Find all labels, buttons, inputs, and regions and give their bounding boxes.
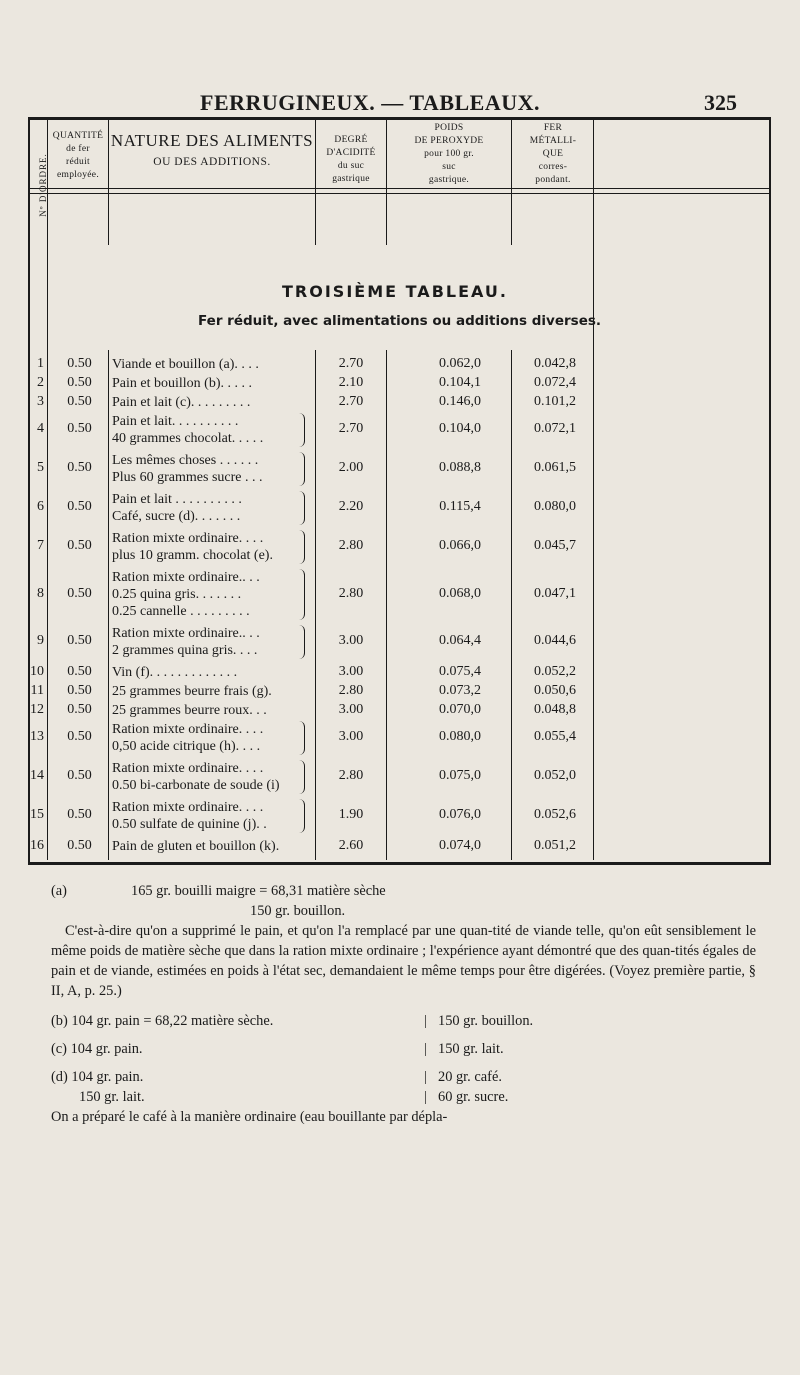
row-nature [112, 356, 259, 373]
row-iron: 0.051,2 [534, 837, 576, 853]
row-iron: 0.044,6 [534, 633, 576, 648]
row-number: 4 [37, 421, 44, 436]
row-quantity: 0.50 [67, 768, 92, 783]
row-acidity: 2.70 [338, 421, 364, 436]
row-number: 9 [37, 633, 44, 648]
nature-line: Ration mixte ordinaire. . . . [112, 800, 264, 815]
col-line-4 [386, 120, 387, 245]
row-nature [112, 625, 260, 659]
nature-line: Les mêmes choses . . . . . . [112, 453, 259, 468]
running-title: FERRUGINEUX. — TABLEAUX. [200, 90, 541, 115]
nature-line: Ration mixte ordinaire. . . . [112, 722, 264, 737]
row-peroxide-weight: 0.066,0 [439, 538, 481, 553]
row-peroxide-weight: 0.076,0 [439, 807, 481, 822]
row-nature [112, 394, 250, 411]
note-d-right-2: 60 gr. sucre. [438, 1089, 509, 1105]
brace-mark [299, 625, 305, 659]
row-iron: 0.052,2 [534, 663, 576, 679]
footnotes [51, 881, 756, 1127]
row-acidity: 2.20 [338, 499, 364, 514]
row-nature [112, 569, 260, 620]
brace-mark [299, 413, 305, 447]
row-iron: 0.072,4 [534, 374, 576, 390]
row-peroxide-weight: 0.088,8 [439, 460, 481, 475]
row-nature [112, 664, 237, 681]
nature-line: Ration mixte ordinaire. . . . [112, 531, 264, 546]
row-number: 10 [30, 663, 44, 679]
note-a-key: (a) [51, 883, 67, 899]
table-row [30, 664, 769, 683]
col-line-2 [108, 120, 109, 245]
row-nature [112, 683, 272, 700]
row-acidity: 2.70 [338, 393, 364, 409]
nature-line: 40 grammes chocolat. . . . . [112, 431, 264, 446]
row-peroxide-weight: 0.068,0 [439, 585, 481, 601]
nature-line: Ration mixte ordinaire. . . . [112, 761, 264, 776]
brace-mark [299, 760, 305, 794]
row-quantity: 0.50 [67, 837, 92, 853]
row-peroxide-weight: 0.104,0 [439, 421, 481, 436]
nature-line: Viande et bouillon (a). . . . [112, 357, 259, 372]
row-peroxide-weight: 0.070,0 [439, 701, 481, 717]
row-acidity: 1.90 [338, 807, 364, 822]
row-peroxide-weight: 0.064,4 [439, 633, 481, 648]
nature-line: Plus 60 grammes sucre . . . [112, 470, 263, 485]
row-peroxide-weight: 0.074,0 [439, 837, 481, 853]
nature-line: Ration mixte ordinaire.. . . [112, 626, 260, 641]
row-acidity: 2.80 [338, 538, 364, 553]
row-number: 12 [30, 701, 44, 717]
row-quantity: 0.50 [67, 663, 92, 679]
row-quantity: 0.50 [67, 682, 92, 698]
col-line-3 [315, 120, 316, 245]
row-iron: 0.047,1 [534, 585, 576, 601]
row-number: 2 [37, 374, 44, 390]
row-iron: 0.042,8 [534, 355, 576, 371]
row-quantity: 0.50 [67, 538, 92, 553]
row-iron: 0.045,7 [534, 538, 576, 553]
row-acidity: 2.80 [338, 585, 364, 601]
row-iron: 0.055,4 [534, 729, 576, 744]
nature-line: Pain et lait . . . . . . . . . . [112, 492, 242, 507]
row-peroxide-weight: 0.080,0 [439, 729, 481, 744]
header-nature: NATURE DES ALIMENTS OU DES ADDITIONS. [110, 131, 314, 168]
row-peroxide-weight: 0.115,4 [439, 499, 481, 514]
row-quantity: 0.50 [67, 460, 92, 475]
brace-mark [299, 799, 305, 833]
nature-line: Pain et lait (c). . . . . . . . . [112, 395, 251, 410]
table-row [30, 452, 769, 491]
row-quantity: 0.50 [67, 585, 92, 601]
row-number: 8 [37, 585, 44, 601]
note-d-left-2: 150 gr. lait. [79, 1089, 145, 1105]
row-iron: 0.048,8 [534, 701, 576, 717]
section-subtitle: Fer réduit, avec alimentations ou additions diverses. [197, 313, 602, 329]
page-number: 325 [704, 90, 737, 115]
row-number: 14 [30, 768, 44, 783]
row-iron: 0.101,2 [534, 393, 576, 409]
header-ordre: Nº D'ORDRE. [38, 153, 48, 217]
data-table [28, 117, 771, 865]
row-peroxide-weight: 0.062,0 [439, 355, 481, 371]
nature-line: Vin (f). . . . . . . . . . . . . [112, 665, 238, 680]
note-b-right: 150 gr. bouillon. [438, 1013, 534, 1029]
section-title: TROISIÈME TABLEAU. [282, 282, 508, 301]
row-peroxide-weight: 0.075,0 [439, 768, 481, 783]
note-c-left: (c) 104 gr. pain. [51, 1041, 143, 1057]
row-quantity: 0.50 [67, 807, 92, 822]
brace-mark [299, 721, 305, 755]
row-iron: 0.052,0 [534, 768, 576, 783]
row-acidity: 2.70 [338, 355, 364, 371]
row-quantity: 0.50 [67, 701, 92, 717]
row-acidity: 2.60 [338, 837, 364, 853]
row-iron: 0.061,5 [534, 460, 576, 475]
note-d-left-1: (d) 104 gr. pain. [51, 1069, 144, 1085]
row-acidity: 3.00 [338, 729, 364, 744]
table-row [30, 702, 769, 721]
row-nature [112, 838, 279, 855]
row-number: 13 [30, 729, 44, 744]
note-d-right-1: 20 gr. café. [438, 1069, 502, 1085]
nature-line: 0.50 sulfate de quinine (j). . [112, 817, 267, 832]
row-number: 1 [37, 355, 44, 371]
row-nature [112, 530, 273, 564]
note-c-right: 150 gr. lait. [438, 1041, 504, 1057]
row-acidity: 2.00 [338, 460, 364, 475]
header-quantite: QUANTITÉ de fer réduit employée. [52, 131, 104, 180]
table-row [30, 394, 769, 413]
nature-line: 0.50 bi-carbonate de soude (i) [112, 778, 280, 793]
row-quantity: 0.50 [67, 393, 92, 409]
note-a [51, 881, 756, 901]
row-nature [112, 760, 280, 794]
row-nature [112, 375, 252, 392]
table-row [30, 625, 769, 664]
note-d-1: (d) 104 gr. pain. | 20 gr. café. [51, 1069, 502, 1085]
header-acidite: DEGRÉ D'ACIDITÉ du suc gastrique [326, 135, 376, 184]
nature-line: Café, sucre (d). . . . . . . [112, 509, 241, 524]
row-acidity: 2.80 [338, 768, 364, 783]
brace-mark [299, 530, 305, 564]
header-fer: FER MÉTALLI- QUE corres- pondant. [529, 123, 577, 185]
row-quantity: 0.50 [67, 421, 92, 436]
note-d-2: 150 gr. lait. | 60 gr. sucre. [51, 1087, 756, 1107]
row-acidity: 3.00 [338, 633, 364, 648]
row-acidity: 3.00 [338, 701, 364, 717]
row-iron: 0.050,6 [534, 682, 576, 698]
note-b-left: (b) 104 gr. pain = 68,22 matière sèche. [51, 1013, 274, 1029]
table-row [30, 413, 769, 452]
header-divider [30, 188, 769, 189]
nature-line: 0.25 quina gris. . . . . . . [112, 587, 242, 602]
row-nature [112, 491, 242, 525]
brace-mark [299, 452, 305, 486]
table-row [30, 356, 769, 375]
row-number: 11 [30, 682, 44, 698]
row-iron: 0.080,0 [534, 499, 576, 514]
row-iron: 0.072,1 [534, 421, 576, 436]
table-row [30, 721, 769, 760]
table-row [30, 569, 769, 625]
table-row [30, 799, 769, 838]
row-acidity: 2.80 [338, 682, 364, 698]
row-quantity: 0.50 [67, 374, 92, 390]
row-number: 5 [37, 460, 44, 475]
nature-line: 25 grammes beurre frais (g). [112, 684, 272, 699]
nature-line: 0.25 cannelle . . . . . . . . . [112, 604, 250, 619]
row-quantity: 0.50 [67, 633, 92, 648]
nature-line: 2 grammes quina gris. . . . [112, 643, 258, 658]
nature-line: Pain et bouillon (b). . . . . [112, 376, 252, 391]
nature-line: Pain de gluten et bouillon (k). [112, 839, 280, 854]
nature-line: 25 grammes beurre roux. . . [112, 703, 267, 718]
nature-line: 0,50 acide citrique (h). . . . [112, 739, 261, 754]
table-row [30, 491, 769, 530]
row-peroxide-weight: 0.075,4 [439, 663, 481, 679]
note-c: (c) 104 gr. pain. | 150 gr. lait. [51, 1041, 504, 1057]
row-nature [112, 702, 267, 719]
note-a-paragraph: C'est-à-dire qu'on a supprimé le pain, et qu'on l'a remplacé par une quan-tité de viande telle, qu'on eût sensiblement le même poids de matière sèche que dans la ration mixte ordinaire ; l'expérience ayant démontré que des quan-tités égales de pain et de viande, estimées en poids à l'état sec, demandaient le même temps pour être digérées. (Voyez première partie, § II, A, p. 25.) [51, 923, 756, 999]
table-row [30, 683, 769, 702]
brace-mark [299, 491, 305, 525]
row-iron: 0.052,6 [534, 807, 576, 822]
row-nature [112, 799, 267, 833]
row-nature [112, 452, 262, 486]
nature-line: Ration mixte ordinaire.. . . [112, 570, 260, 585]
note-d-last-line: On a préparé le café à la manière ordinaire (eau bouillante par dépla- [51, 1109, 448, 1125]
brace-mark [299, 569, 305, 620]
row-quantity: 0.50 [67, 355, 92, 371]
note-b: (b) 104 gr. pain = 68,22 matière sèche. | 150 gr. bouillon. [51, 1013, 534, 1029]
row-number: 3 [37, 393, 44, 409]
header-divider-2 [30, 193, 769, 194]
table-row [30, 530, 769, 569]
row-number: 16 [30, 837, 44, 853]
row-peroxide-weight: 0.104,1 [439, 374, 481, 390]
row-peroxide-weight: 0.146,0 [439, 393, 481, 409]
header-poids: POIDS DE PEROXYDE pour 100 gr. suc gastrique. [414, 123, 484, 185]
row-acidity: 3.00 [338, 663, 364, 679]
row-number: 7 [37, 538, 44, 553]
table-row [30, 375, 769, 394]
row-number: 6 [37, 499, 44, 514]
note-a-line2: 150 gr. bouillon. [250, 903, 346, 919]
row-peroxide-weight: 0.073,2 [439, 682, 481, 698]
row-number: 15 [30, 807, 44, 822]
row-acidity: 2.10 [338, 374, 364, 390]
row-quantity: 0.50 [67, 499, 92, 514]
row-quantity: 0.50 [67, 729, 92, 744]
nature-line: Pain et lait. . . . . . . . . . [112, 414, 239, 429]
note-a-line1: 165 gr. bouilli maigre = 68,31 matière sèche [131, 883, 386, 899]
nature-line: plus 10 gramm. chocolat (e). [112, 548, 273, 563]
row-nature [112, 413, 263, 447]
table-row [30, 838, 769, 857]
table-row [30, 760, 769, 799]
row-nature [112, 721, 263, 755]
col-line-5 [511, 120, 512, 245]
